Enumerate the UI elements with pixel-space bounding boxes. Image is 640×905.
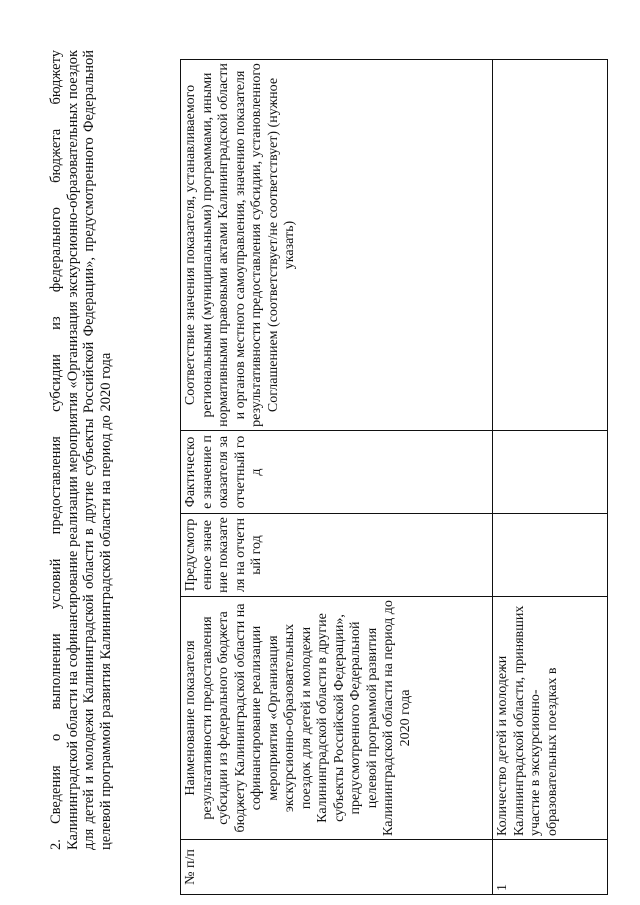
header-num: № п/п bbox=[181, 840, 493, 895]
cell-indicator-name: Количество детей и молодежи Калининградской области, принявших участие в экскурсионно-образовательных поездках в bbox=[493, 597, 608, 840]
cell-actual-value bbox=[493, 431, 608, 514]
cell-planned-value bbox=[493, 514, 608, 597]
section-heading bbox=[48, 50, 114, 850]
heading-number: 2. bbox=[48, 839, 64, 850]
indicators-table bbox=[180, 59, 608, 895]
header-indicator-name: Наименование показателя результативности предоставления субсидии из федерального бюджета бюджету Калининградской области на софинансирование реализации мероприятия «Организация экскурсионно-образовательных поездок для детей и молодежи Калининградской области в другие субъекты Российской Федерации», предусмотренного Федеральной целевой программой развития Калининградской области на период до 2020 года bbox=[181, 597, 493, 840]
table-row bbox=[493, 60, 608, 895]
heading-line1-text: Сведения о выполнении условий предоставления субсидии из федерального бюджета бюджету bbox=[48, 50, 64, 824]
header-planned-value: Предусмотренное значение показателя на отчетный год bbox=[181, 514, 493, 597]
header-actual-value: Фактическое значение показателя за отчетный год bbox=[181, 431, 493, 514]
heading-first-line bbox=[48, 50, 65, 850]
header-compliance: Соответствие значения показателя, устанавливаемого региональными (муниципальными) программами, иными нормативными правовыми актами Калининградской области и органов местного самоуправления, значению показателя результативности предоставления субсидии, установленного Соглашением (соответствует/не соответствует) (нужное указать) bbox=[181, 60, 493, 431]
heading-rest-text: Калининградской области на софинансирование реализации мероприятия «Организация экскурсионно-образовательных поездок для детей и молодежи Калининградской области в другие субъекты Российской Федерации», предусмотренного Федеральной целевой программой развития Калининградской области на период до 2020 года bbox=[64, 50, 114, 850]
table-header-row bbox=[181, 60, 493, 895]
cell-compliance bbox=[493, 60, 608, 431]
cell-num: 1 bbox=[493, 840, 608, 895]
